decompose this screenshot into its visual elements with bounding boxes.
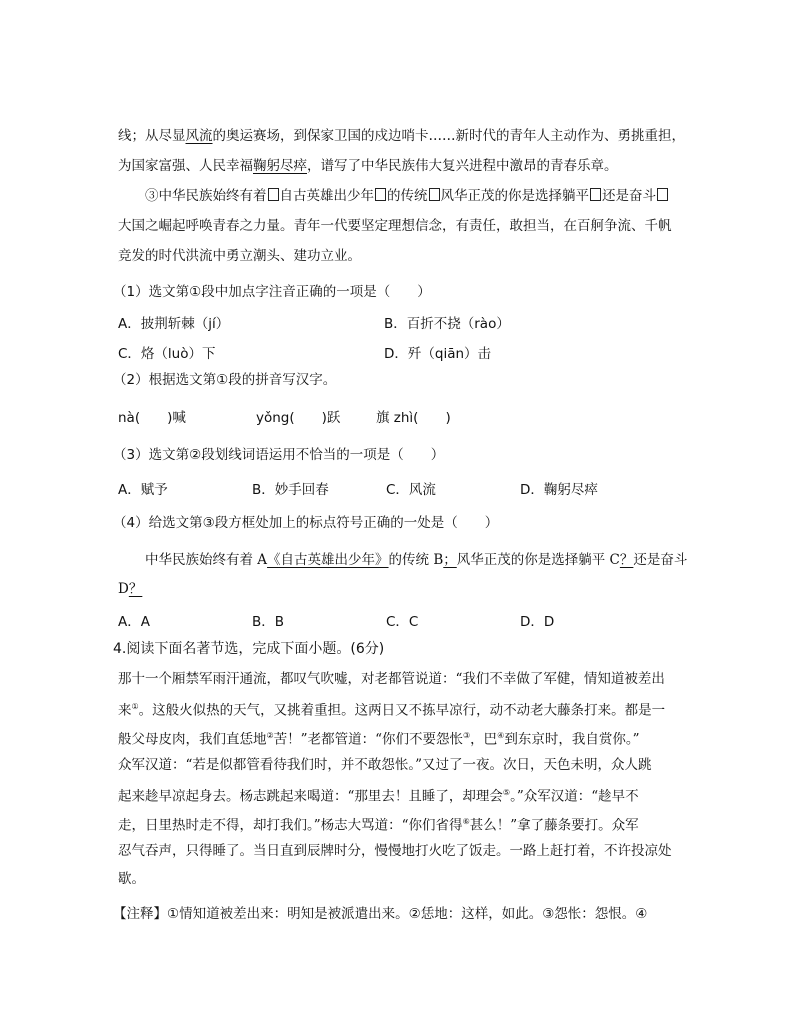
text: 般父母皮肉，我们直恁地 — [118, 731, 267, 748]
passage-line1: 那十一个厢禁军雨汗通流，都叹气吹嘘，对老都管说道：“我们不幸做了军健，情知道被差出 — [118, 671, 665, 687]
punctuation-box — [590, 188, 601, 201]
q2-pinyin-2[interactable]: yǒng( )跃 — [256, 410, 341, 426]
text: 的传统 B — [388, 552, 444, 568]
footnote-4: ④ — [497, 731, 505, 740]
annotation-note: 【注释】①情知道被差出来：明知是被派遣出来。②恁地：这样，如此。③怨怅：怨恨。④ — [113, 906, 648, 922]
text: ，谱写了中华民族伟大复兴进程中激昂的青春乐章。 — [307, 158, 618, 174]
text: 的奥运赛场，到保家卫国的戍边哨卡……新时代的青年人主动作为、勇挑重担， — [212, 128, 685, 144]
q3-option-a[interactable]: A．赋予 — [118, 482, 168, 498]
q3-option-c[interactable]: C．风流 — [386, 482, 436, 498]
text: 走，日里热时走不得，却打我们。”杨志大骂道：“你们省得 — [118, 817, 463, 834]
punctuation-box — [375, 188, 386, 201]
text: 起来趁早凉起身去。杨志跳起来喝道：“那里去！且睡了，却理会 — [118, 788, 503, 805]
passage-line5 — [118, 784, 639, 806]
punctuation-box — [657, 188, 668, 201]
punctuation-box — [268, 188, 279, 201]
underlined-mark-a: 《自古英雄出少年》 — [267, 552, 389, 568]
q4-option-a[interactable]: A．A — [118, 614, 150, 630]
text: 还是奋斗 — [602, 188, 656, 204]
q2-pinyin-1[interactable]: nà( )喊 — [118, 410, 186, 426]
text: 来 — [118, 702, 132, 719]
text: 为国家富强、人民幸福 — [118, 158, 253, 174]
q1-option-b[interactable]: B．百折不挠（rào） — [384, 316, 510, 332]
q3-option-b[interactable]: B．妙手回春 — [252, 482, 329, 498]
footnote-3: ③ — [462, 731, 471, 740]
footnote-6: ⑥ — [462, 817, 470, 826]
q1-option-d[interactable]: D．歼（qiān）击 — [384, 346, 492, 362]
text: ③中华民族始终有着 — [145, 188, 267, 204]
q2-stem: （2）根据选文第①段的拼音写汉字。 — [113, 372, 337, 388]
text: 。这般火似热的天气，又挑着重担。这两日又不拣早凉行，动不动老大藤条打来。都是一 — [138, 702, 666, 719]
para2-line2 — [118, 157, 618, 175]
text: ，巴 — [470, 731, 498, 748]
q3-stem: （3）选文第②段划线词语运用不恰当的一项是（ ） — [113, 447, 445, 463]
q4-sentence-line2 — [118, 580, 142, 598]
underlined-word-fengliu: 风流 — [185, 128, 213, 144]
footnote-1: ① — [131, 702, 139, 711]
footnote-2: ② — [266, 731, 274, 740]
text: 大国之崛起呼唤青春之力量。青年一代要坚定理想信念，有责任，敢担当，在百舸争流、千帆 — [118, 218, 672, 234]
text: 中华民族始终有着 A — [145, 552, 268, 568]
passage-line8: 歇。 — [118, 871, 145, 887]
text: 线；从尽显 — [118, 128, 186, 144]
q1-stem: （1）选文第①段中加点字注音正确的一项是（ ） — [113, 284, 431, 300]
passage-line6 — [118, 813, 639, 835]
underlined-mark-c: ？ — [619, 552, 634, 568]
text: 苦！”老都管道：“你们不要怨怅 — [273, 731, 463, 748]
para2-line1 — [118, 127, 685, 145]
q1-option-a[interactable]: A．披荆斩棘（jí） — [118, 316, 230, 332]
passage-line4: 众军汉道：“若是似都管看待我们时，并不敢怨怅。”又过了一夜。次日，天色未明，众人跳 — [118, 757, 652, 773]
para3-line2 — [118, 217, 672, 235]
q4-sentence-line1 — [145, 551, 687, 569]
text: D — [118, 581, 129, 597]
q4-option-b[interactable]: B．B — [252, 614, 285, 630]
para3-line3 — [118, 247, 361, 265]
underlined-word-jugong: 鞠躬尽瘁 — [253, 158, 307, 174]
passage-line7: 忍气吞声，只得睡了。当日直到辰牌时分，慢慢地打火吃了饭走。一路上赶打着，不许投凉处 — [118, 843, 672, 859]
text: 风华正茂的你是选择躺平 C — [456, 552, 620, 568]
q4-stem: （4）给选文第③段方框处加上的标点符号正确的一处是（ ） — [113, 515, 499, 531]
text: 到东京时，我自赏你。” — [504, 731, 640, 748]
text: 还是奋斗 — [633, 552, 688, 568]
passage-line3 — [118, 727, 639, 749]
underlined-mark-d: ？ — [128, 581, 143, 597]
q4-option-d[interactable]: D．D — [520, 614, 555, 630]
punctuation-box — [429, 188, 440, 201]
q2-pinyin-3[interactable]: 旗 zhì( ) — [376, 410, 451, 426]
text: 自古英雄出少年 — [279, 188, 374, 204]
text: 甚么！”拿了藤条要打。众军 — [469, 817, 639, 834]
underlined-mark-b: ； — [443, 552, 457, 568]
text: 的传统 — [387, 188, 428, 204]
para3-line1 — [145, 187, 669, 205]
text: 风华正茂的你是选择躺平 — [440, 188, 589, 204]
text: 。”众军汉道：“趁早不 — [510, 788, 639, 805]
q4-option-c[interactable]: C．C — [386, 614, 419, 630]
section4-heading: 4.阅读下面名著节选，完成下面小题。(6分) — [113, 641, 385, 657]
passage-line2 — [118, 698, 665, 720]
q1-option-c[interactable]: C．烙（luò）下 — [118, 346, 216, 362]
text: 竞发的时代洪流中勇立潮头、建功立业。 — [118, 248, 361, 264]
q3-option-d[interactable]: D．鞠躬尽瘁 — [520, 482, 598, 498]
footnote-5: ⑤ — [502, 788, 511, 797]
